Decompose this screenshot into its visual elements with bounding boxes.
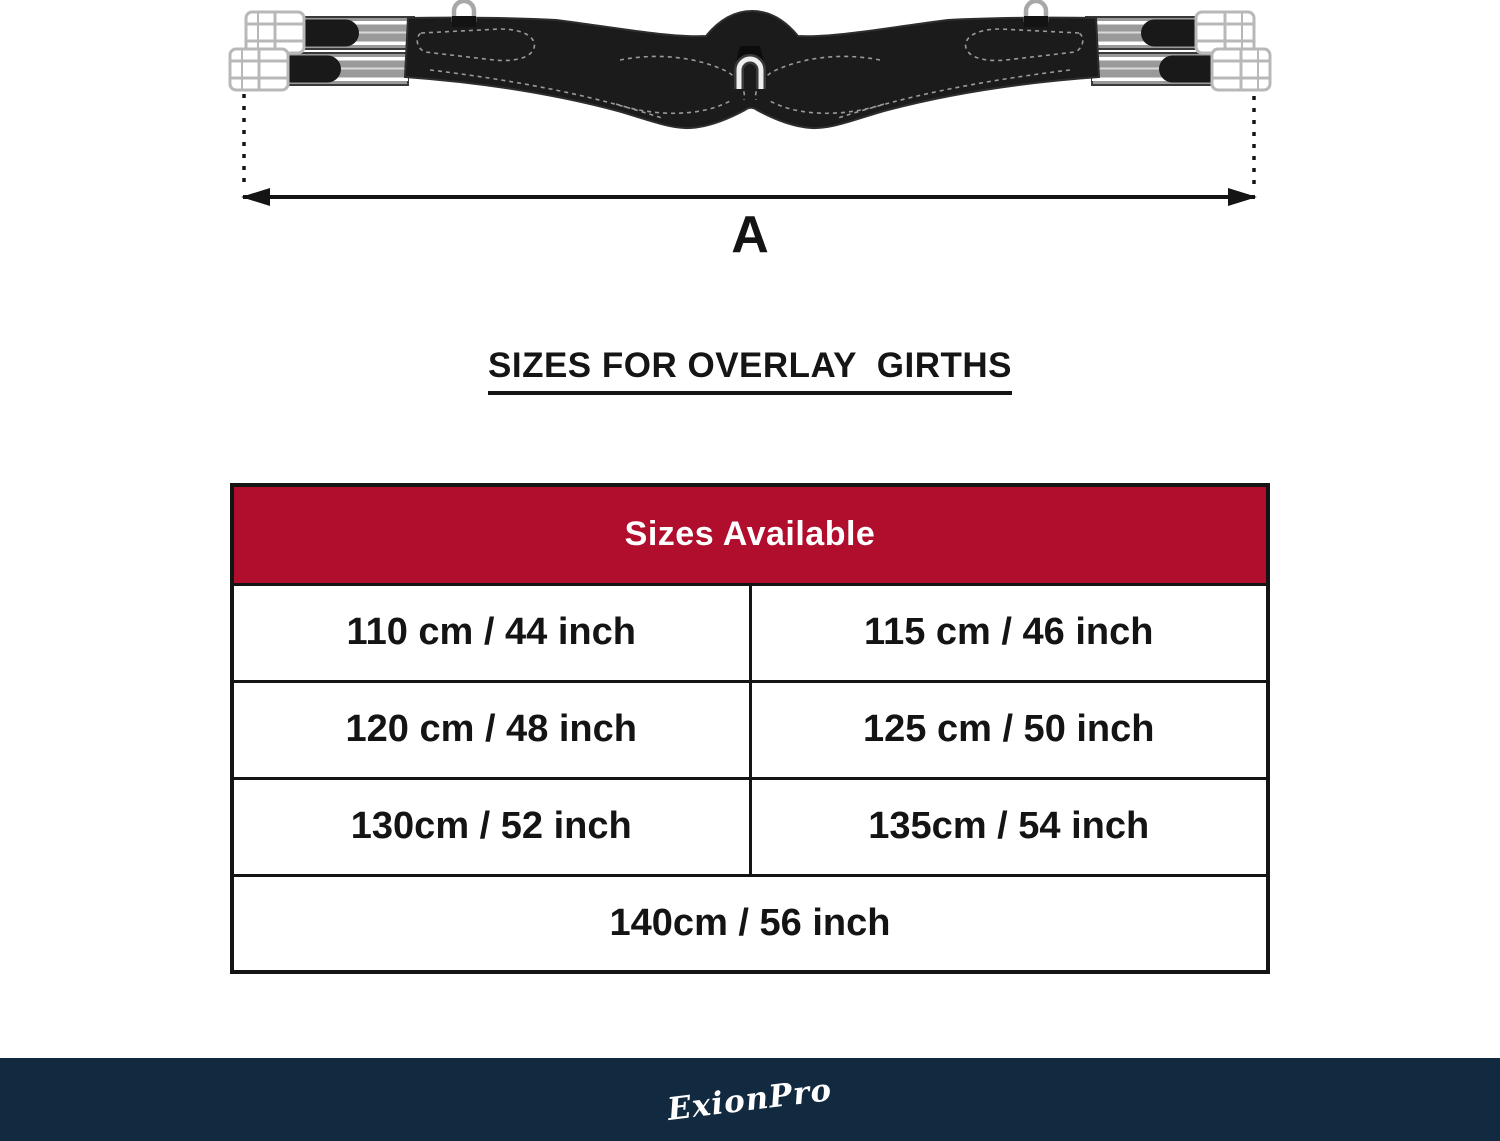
sizes-table-wrap: [230, 483, 1270, 974]
girth-left-end: [230, 12, 414, 90]
size-cell: 125 cm / 50 inch: [750, 681, 1268, 778]
sizes-table: [230, 483, 1270, 974]
dimension-label: A: [731, 206, 769, 264]
size-cell: 120 cm / 48 inch: [232, 681, 750, 778]
table-row: [232, 778, 1268, 875]
brand-logo: ExionPro: [665, 1071, 835, 1128]
table-header-cell: Sizes Available: [232, 485, 1268, 584]
size-cell-full: 140cm / 56 inch: [232, 875, 1268, 972]
buckle-icon-lower: [230, 49, 288, 90]
size-cell: 115 cm / 46 inch: [750, 584, 1268, 681]
table-header-row: [232, 485, 1268, 584]
heading-text: SIZES FOR OVERLAY GIRTHS: [488, 346, 1012, 395]
girth-diagram: [0, 0, 1500, 270]
section-heading: [0, 346, 1500, 395]
girth-body: [405, 11, 1099, 128]
size-cell: 135cm / 54 inch: [750, 778, 1268, 875]
size-cell: 130cm / 52 inch: [232, 778, 750, 875]
girth-right-end: [1086, 12, 1270, 90]
size-cell: 110 cm / 44 inch: [232, 584, 750, 681]
table-row: [232, 681, 1268, 778]
arrow-left-icon: [241, 188, 270, 206]
buckle-icon-upper: [246, 12, 304, 53]
girth-illustration-svg: [0, 0, 1500, 270]
arrow-right-icon: [1228, 188, 1257, 206]
table-row: [232, 875, 1268, 972]
table-row: [232, 584, 1268, 681]
footer-bar: [0, 1058, 1500, 1141]
keeper-loop-icon: [452, 1, 476, 27]
